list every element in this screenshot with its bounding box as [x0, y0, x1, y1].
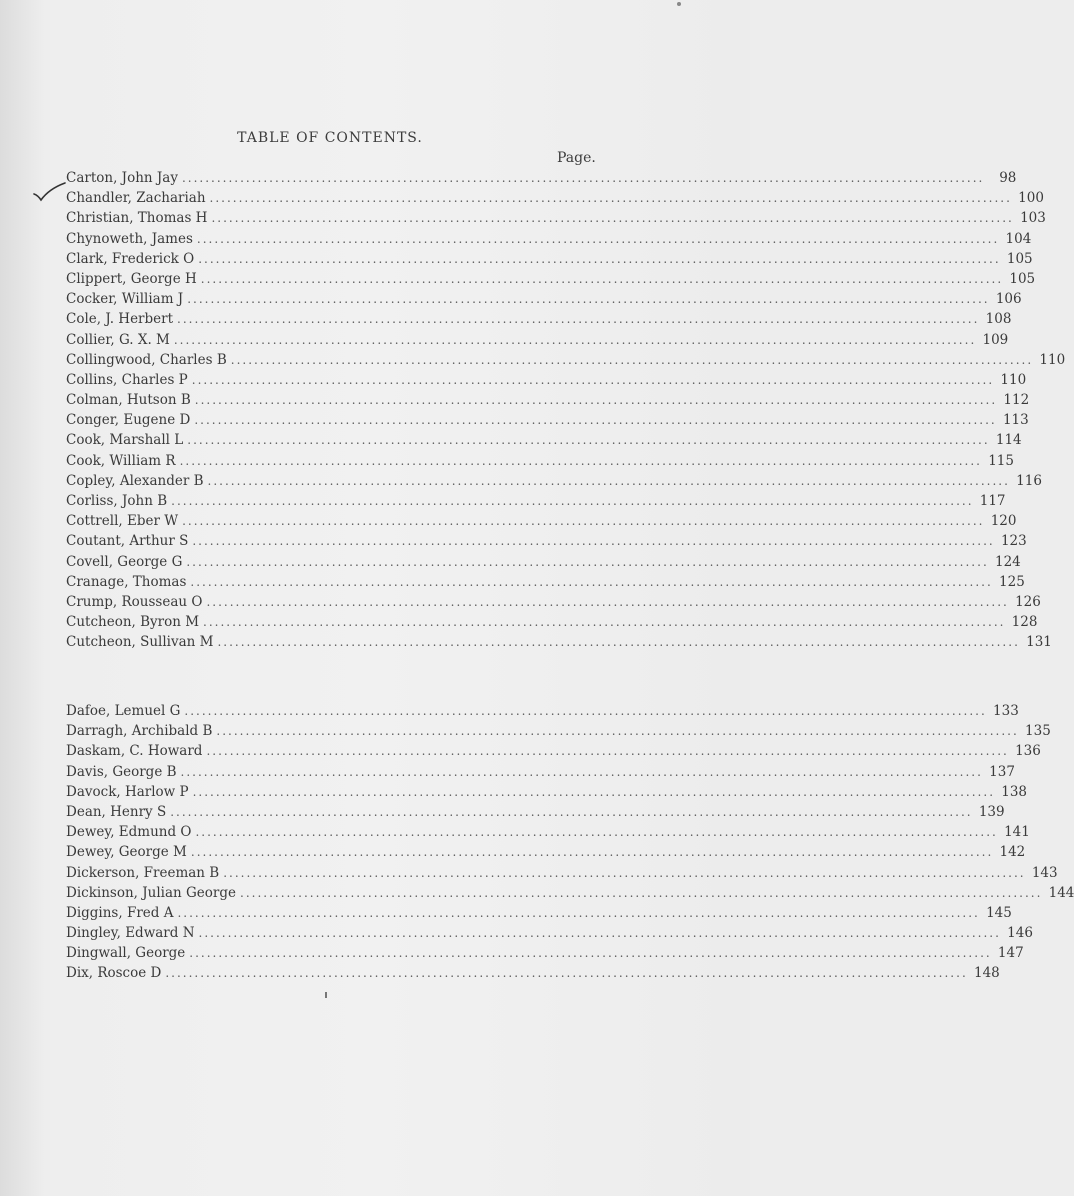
- entry-page-number: 104: [1005, 230, 1032, 247]
- leader-dots: ..........................................................................................................................................: [194, 393, 998, 408]
- entry-name: Diggins, Fred A: [66, 904, 174, 921]
- entry-name: Covell, George G: [66, 553, 183, 570]
- entry-name: Clippert, George H: [66, 270, 197, 287]
- entry-name: Cook, Marshall L: [66, 432, 184, 449]
- leader-dots: ..........................................................................................................................................: [180, 764, 983, 779]
- entry-page-number: 144: [1048, 884, 1074, 901]
- toc-entry: [66, 430, 1022, 450]
- toc-entry: [66, 741, 1041, 761]
- toc-entry: [66, 903, 1012, 923]
- leader-dots: ..........................................................................................................................................: [206, 744, 1009, 759]
- leader-dots: ..........................................................................................................................................: [217, 635, 1020, 650]
- entry-page-number: 141: [1004, 824, 1030, 841]
- entry-name: Christian, Thomas H: [66, 210, 208, 227]
- entry-page-number: 105: [1006, 250, 1033, 267]
- entry-name: Cutcheon, Sullivan M: [66, 634, 214, 651]
- leader-dots: ..........................................................................................................................................: [207, 473, 1010, 488]
- leader-dots: ..........................................................................................................................................: [165, 966, 968, 981]
- entry-name: Davock, Harlow P: [66, 783, 189, 800]
- entry-name: Dafoe, Lemuel G: [66, 703, 181, 719]
- entry-page-number: 112: [1003, 392, 1030, 409]
- toc-entry: [66, 168, 1017, 188]
- entry-name: Conger, Eugene D: [66, 412, 191, 429]
- entry-page-number: 137: [989, 763, 1015, 780]
- entry-name: Crump, Rousseau O: [66, 593, 203, 610]
- toc-entry: [66, 612, 1038, 632]
- entry-name: Dickinson, Julian George: [66, 884, 236, 901]
- toc-entry: [66, 943, 1024, 963]
- leader-dots: ..........................................................................................................................................: [192, 784, 996, 799]
- entry-name: Clark, Frederick O: [66, 250, 195, 267]
- toc-entry: [66, 370, 1027, 390]
- toc-entry: [66, 410, 1029, 430]
- toc-entry: [66, 289, 1022, 309]
- entry-page-number: 116: [1016, 472, 1042, 489]
- leader-dots: ..........................................................................................................................................: [209, 191, 1012, 206]
- leader-dots: ..........................................................................................................................................: [230, 352, 1034, 367]
- entry-page-number: 115: [988, 452, 1014, 469]
- entry-name: Collier, G. X. M: [66, 331, 170, 348]
- leader-dots: ..........................................................................................................................................: [216, 724, 1019, 739]
- leader-dots: ..........................................................................................................................................: [171, 494, 974, 508]
- toc-entry: [66, 188, 1044, 208]
- entry-name: Dewey, Edmund O: [66, 824, 192, 841]
- entry-page-number: 110: [1000, 371, 1027, 388]
- page-title: TABLE OF CONTENTS.: [237, 130, 423, 146]
- leader-dots: ..........................................................................................................................................: [179, 453, 982, 468]
- leader-dots: ..........................................................................................................................................: [187, 292, 990, 307]
- leader-dots: ..........................................................................................................................................: [184, 704, 987, 718]
- entry-page-number: 139: [978, 803, 1005, 820]
- leader-dots: ..........................................................................................................................................: [240, 885, 1043, 900]
- entry-name: Collingwood, Charles B: [66, 351, 227, 368]
- entry-page-number: 109: [982, 331, 1009, 348]
- toc-list-d: [66, 701, 1074, 984]
- leader-dots: ..........................................................................................................................................: [194, 413, 997, 428]
- entry-name: Colman, Hutson B: [66, 392, 191, 409]
- leader-dots: ..........................................................................................................................................: [181, 171, 985, 185]
- leader-dots: ..........................................................................................................................................: [177, 312, 980, 327]
- toc-entry: [66, 471, 1042, 491]
- leader-dots: ..........................................................................................................................................: [223, 865, 1026, 880]
- entry-page-number: 126: [1015, 593, 1041, 610]
- leader-dots: ..........................................................................................................................................: [189, 946, 992, 961]
- entry-page-number: 105: [1009, 270, 1036, 287]
- entry-page-number: 100: [1018, 190, 1044, 207]
- entry-name: Copley, Alexander B: [66, 472, 204, 489]
- leader-dots: ..........................................................................................................................................: [211, 211, 1014, 226]
- toc-entry: [66, 531, 1027, 551]
- toc-entry: [66, 552, 1021, 572]
- entry-name: Davis, George B: [66, 763, 177, 780]
- entry-page-number: 106: [995, 291, 1022, 308]
- paper-speck: [677, 2, 681, 6]
- entry-name: Chandler, Zachariah: [66, 190, 206, 207]
- entry-name: Daskam, C. Howard: [66, 743, 203, 760]
- toc-entry: [66, 782, 1028, 802]
- leader-dots: ..........................................................................................................................................: [192, 534, 995, 549]
- toc-entry: [66, 822, 1030, 842]
- leader-dots: ..........................................................................................................................................: [198, 251, 1001, 266]
- entry-name: Dewey, George M: [66, 844, 187, 861]
- entry-page-number: 125: [999, 573, 1025, 590]
- entry-page-number: 135: [1025, 723, 1051, 740]
- entry-page-number: 120: [990, 513, 1017, 530]
- entry-page-number: 117: [979, 493, 1006, 509]
- entry-page-number: 123: [1000, 533, 1027, 550]
- entry-page-number: 133: [993, 703, 1019, 719]
- entry-page-number: 142: [999, 844, 1026, 861]
- entry-name: Cocker, William J: [66, 291, 184, 308]
- entry-page-number: 110: [1039, 351, 1066, 368]
- entry-page-number: 148: [973, 965, 1000, 982]
- leader-dots: ..........................................................................................................................................: [196, 231, 1000, 246]
- toc-entry: [66, 390, 1030, 410]
- entry-page-number: 103: [1020, 210, 1046, 227]
- toc-entry: [66, 208, 1046, 228]
- entry-page-number: 131: [1026, 634, 1052, 651]
- leader-dots: ..........................................................................................................................................: [200, 271, 1004, 286]
- toc-entry: [66, 963, 1000, 983]
- toc-entry: [66, 863, 1058, 883]
- toc-entry: [66, 592, 1041, 612]
- toc-entry: [66, 249, 1033, 269]
- entry-page-number: 138: [1001, 783, 1028, 800]
- leader-dots: ..........................................................................................................................................: [206, 594, 1009, 609]
- handwritten-check-icon: [32, 182, 66, 202]
- toc-entry: [66, 229, 1032, 249]
- entry-page-number: 128: [1011, 614, 1038, 631]
- entry-page-number: 147: [997, 945, 1024, 962]
- entry-name: Coutant, Arthur S: [66, 533, 189, 550]
- entry-page-number: 146: [1007, 925, 1033, 942]
- toc-entry: [66, 269, 1036, 289]
- entry-name: Cook, William R: [66, 452, 176, 469]
- toc-list-c: [66, 168, 1066, 653]
- entry-name: Cranage, Thomas: [66, 573, 187, 590]
- entry-page-number: 113: [1002, 412, 1029, 429]
- entry-page-number: 124: [994, 553, 1021, 570]
- toc-entry: [66, 350, 1066, 370]
- entry-page-number: 143: [1031, 864, 1058, 881]
- page-column-header: Page.: [557, 150, 596, 166]
- toc-entry: [66, 762, 1015, 782]
- entry-name: Corliss, John B: [66, 493, 168, 509]
- toc-entry: [66, 923, 1033, 943]
- entry-page-number: 98: [999, 170, 1017, 186]
- leader-dots: ..........................................................................................................................................: [182, 514, 985, 529]
- toc-entry: [66, 701, 1019, 721]
- entry-page-number: 108: [985, 311, 1012, 328]
- leader-dots: ..........................................................................................................................................: [191, 372, 995, 387]
- leader-dots: ..........................................................................................................................................: [190, 574, 993, 589]
- entry-name: Collins, Charles P: [66, 371, 188, 388]
- toc-entry: [66, 802, 1005, 822]
- entry-name: Chynoweth, James: [66, 230, 193, 247]
- ink-speck: [325, 992, 327, 998]
- entry-name: Carton, John Jay: [66, 170, 178, 186]
- entry-name: Dingwall, George: [66, 945, 186, 962]
- leader-dots: ..........................................................................................................................................: [170, 804, 973, 819]
- entry-name: Cole, J. Herbert: [66, 311, 174, 328]
- toc-entry: [66, 309, 1012, 329]
- toc-entry: [66, 883, 1074, 903]
- leader-dots: ..........................................................................................................................................: [173, 332, 977, 347]
- leader-dots: ..........................................................................................................................................: [177, 905, 980, 920]
- entry-page-number: 145: [986, 904, 1012, 921]
- leader-dots: ..........................................................................................................................................: [198, 926, 1001, 941]
- entry-page-number: 136: [1015, 743, 1041, 760]
- leader-dots: ..........................................................................................................................................: [187, 433, 990, 448]
- toc-entry: [66, 572, 1025, 592]
- entry-name: Cottrell, Eber W: [66, 513, 179, 530]
- toc-entry: [66, 451, 1014, 471]
- leader-dots: ..........................................................................................................................................: [195, 825, 998, 840]
- toc-entry: [66, 632, 1052, 652]
- entry-name: Dingley, Edward N: [66, 925, 195, 942]
- entry-name: Dickerson, Freeman B: [66, 864, 220, 881]
- toc-entry: [66, 330, 1009, 350]
- leader-dots: ..........................................................................................................................................: [190, 845, 994, 860]
- toc-entry: [66, 511, 1017, 531]
- leader-dots: ..........................................................................................................................................: [203, 615, 1006, 630]
- entry-name: Cutcheon, Byron M: [66, 614, 200, 631]
- entry-page-number: 114: [995, 432, 1022, 449]
- toc-entry: [66, 842, 1026, 862]
- toc-entry: [66, 491, 1006, 511]
- entry-name: Darragh, Archibald B: [66, 723, 213, 740]
- entry-name: Dix, Roscoe D: [66, 965, 162, 982]
- leader-dots: ..........................................................................................................................................: [186, 554, 989, 569]
- toc-entry: [66, 721, 1051, 741]
- entry-name: Dean, Henry S: [66, 803, 167, 820]
